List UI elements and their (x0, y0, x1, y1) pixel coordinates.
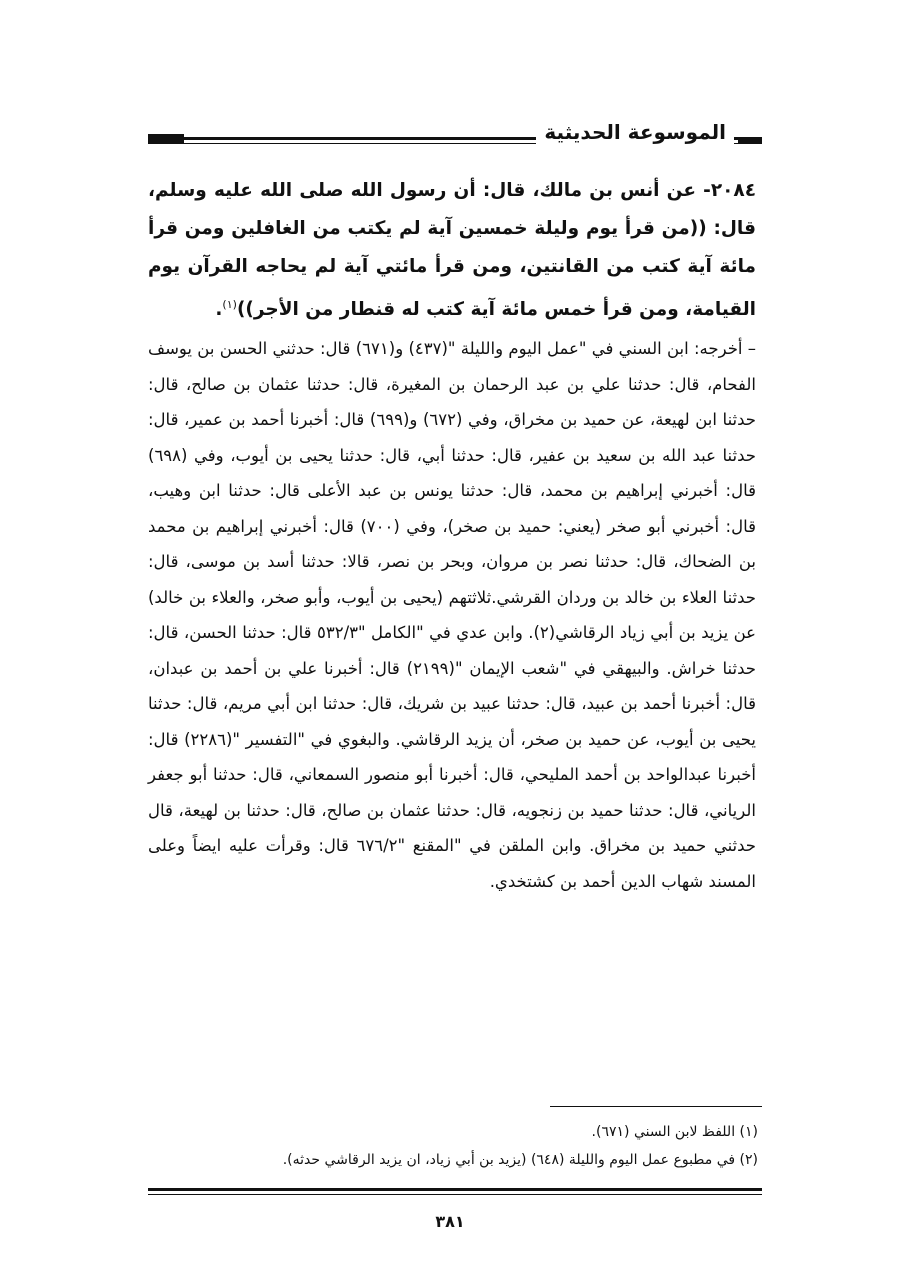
takhrij-paragraph: – أخرجه: ابن السني في "عمل اليوم والليلة "(٤٣٧) و(٦٧١) قال: حدثني الحسن بن يوسف الفحام، قال: حدثنا علي بن عبد الرحمان بن المغيرة، قال: حدثنا عثمان بن صالح، قال: حدثنا ابن لهيعة، عن حميد بن مخراق، وفي (٦٧٢) و(٦٩٩) قال: أخبرنا أحمد بن عمير، قال: حدثنا عبد الله بن سعيد بن عفير، قال: حدثنا أبي، قال: حدثنا يحيى بن أيوب، وفي (٦٩٨) قال: أخبرني إبراهيم بن محمد، قال: حدثنا يونس بن عبد الأعلى قال: حدثنا ابن وهيب، قال: أخبرني أبو صخر (يعني: حميد بن صخر)، وفي (٧٠٠) قال: أخبرني إبراهيم بن محمد بن الضحاك، قال: حدثنا نصر بن مروان، وبحر بن نصر، قالا: حدثنا أسد بن موسى، قال: حدثنا العلاء بن خالد بن وردان القرشي.ثلاثتهم (يحيى بن أيوب، وأبو صخر، والعلاء بن خالد) عن يزيد بن أبي زياد الرقاشي(٢). وابن عدي في "الكامل "٥٣٢/٣ قال: حدثنا الحسن، قال: حدثنا خراش. والبيهقي في "شعب الإيمان "(٢١٩٩) قال: أخبرنا علي بن أحمد بن عبدان، قال: أخبرنا أحمد بن عبيد، قال: حدثنا عبيد بن شريك، قال: حدثنا ابن أبي مريم، قال: حدثنا يحيى بن أيوب، عن حميد بن صخر، أن يزيد الرقاشي. والبغوي في "التفسير "(٢٢٨٦) قال: أخبرنا عبدالواحد بن أحمد المليحي، قال: أخبرنا أبو منصور السمعاني، قال: حدثنا أبو جعفر الرياني، قال: حدثنا حميد بن زنجويه، قال: حدثنا عثمان بن صالح، قال: حدثنا بن لهيعة، قال حدثني حميد بن مخراق. وابن الملقن في "المقنع "٦٧٦/٢ قال: وقرأت عليه ايضاً وعلى المسند شهاب الدين أحمد بن كشتخدي. (148, 339, 757, 891)
header-rule-right (738, 137, 762, 143)
bottom-rule-thick (148, 1188, 762, 1191)
header-title-box (536, 120, 734, 144)
running-header (148, 120, 762, 150)
footnotes (138, 1118, 758, 1174)
page-body (148, 172, 756, 899)
footnote-ref: (١) (222, 298, 237, 311)
header-rule-end (148, 134, 184, 143)
hadith-paragraph (148, 172, 756, 329)
bottom-rule (148, 1188, 762, 1195)
footnote-2: (٢) في مطبوع عمل اليوم والليلة (٦٤٨) (يزيد بن أبي زياد، ان يزيد الرقاشي حدثه). (282, 1152, 758, 1168)
header-title: الموسوعة الحديثية (544, 120, 726, 144)
page-number: ٣٨١ (435, 1212, 465, 1231)
bottom-rule-thin (148, 1194, 762, 1195)
hadith-end: . (215, 299, 223, 321)
footnote-separator (550, 1106, 762, 1107)
footnote-1: (١) اللفظ لابن السني (٦٧١). (591, 1124, 758, 1140)
hadith-text: ٢٠٨٤- عن أنس بن مالك، قال: أن رسول الله صلى الله عليه وسلم، قال: ((من قرأ يوم وليلة خمسين آية لم يكتب من الغافلين ومن قرأ مائة آية كتب من القانتين، ومن قرأ مائتي آية لم يحاجه القرآن يوم القيامة، ومن قرأ خمس مائة آية كتب له قنطار من الأجر)) (148, 180, 756, 321)
